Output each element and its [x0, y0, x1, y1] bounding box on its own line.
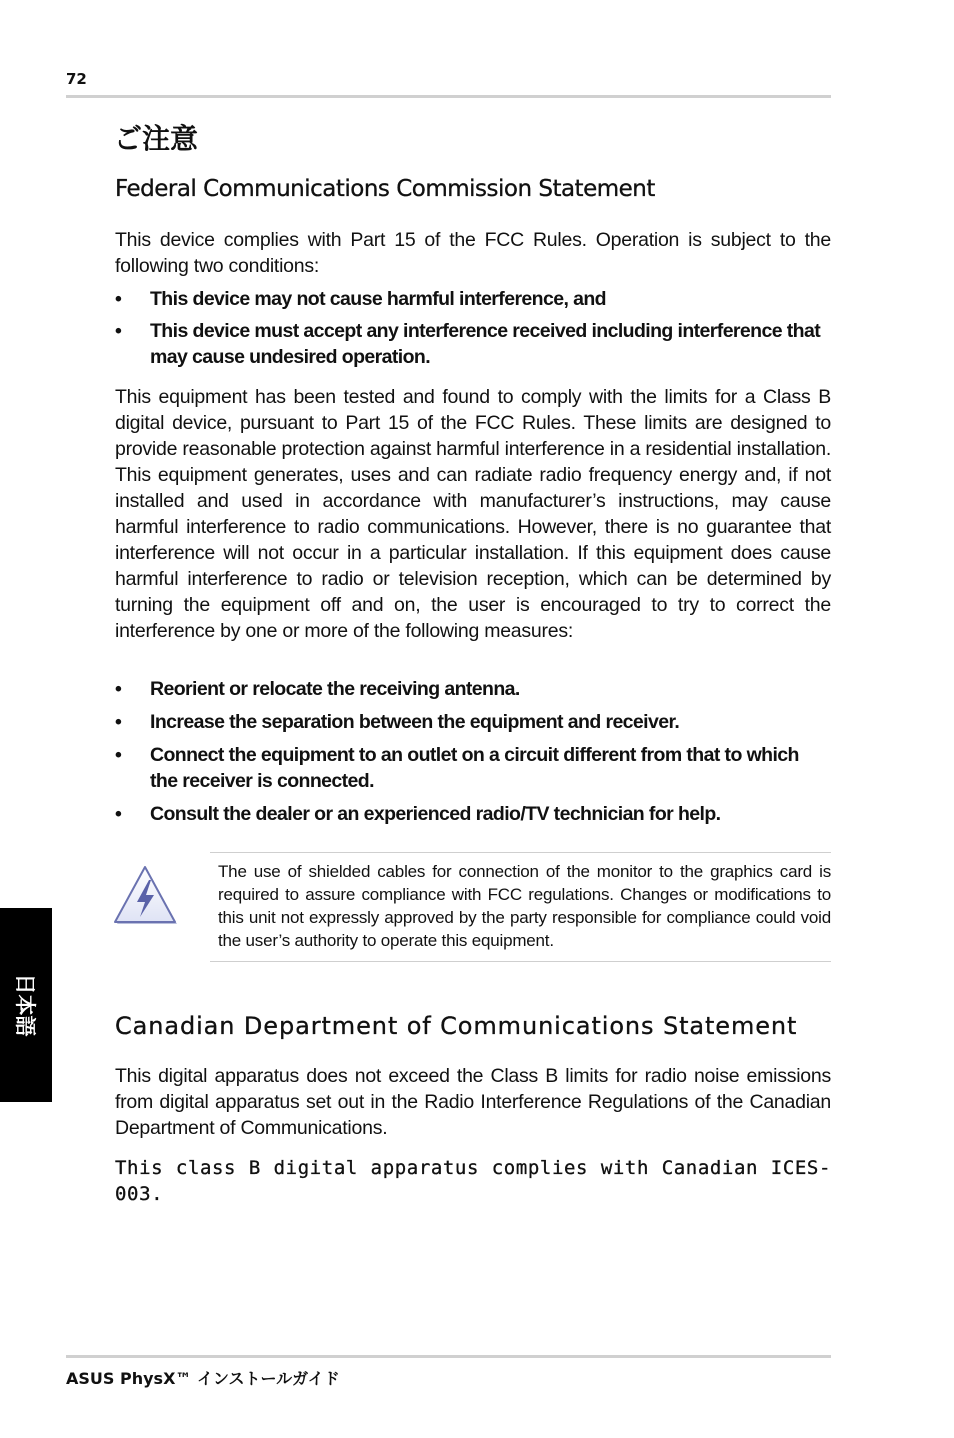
fcc-conditions-list: [115, 286, 831, 370]
language-side-tab-label: 日本語: [13, 973, 37, 1037]
page-title: ご注意: [114, 122, 199, 155]
list-item: [115, 709, 831, 735]
bullet-glyph: •: [115, 678, 122, 700]
measure-text: Consult the dealer or an experienced radio/TV technician for help.: [150, 803, 721, 825]
page-number: 72: [66, 70, 87, 88]
bullet-glyph: •: [115, 803, 122, 825]
footer-divider: [66, 1355, 831, 1358]
condition-text: This device may not cause harmful interference, and: [150, 288, 606, 310]
measure-text: Connect the equipment to an outlet on a circuit different from that to which the receiver is connected.: [150, 744, 799, 792]
language-side-tab: [0, 908, 52, 1102]
fcc-measures-block: [115, 676, 831, 827]
header-divider: [66, 95, 831, 98]
fcc-measures-list: [115, 676, 831, 827]
canada-ices-statement: This class B digital apparatus complies with Canadian ICES-003.: [115, 1157, 831, 1205]
bullet-glyph: •: [115, 288, 122, 310]
warning-lightning-icon: [112, 864, 178, 926]
bullet-glyph: •: [115, 320, 122, 342]
list-item: [115, 318, 831, 370]
list-item: [115, 742, 831, 794]
bullet-glyph: •: [115, 711, 122, 733]
list-item: [115, 286, 831, 312]
canada-heading-block: [115, 1012, 831, 1040]
canada-ices-block: [115, 1155, 831, 1207]
condition-text: This device must accept any interference received including interference that may cause undesired operation.: [150, 320, 821, 368]
list-item: [115, 801, 831, 827]
note-text: The use of shielded cables for connection of the monitor to the graphics card is required to assure compliance with FCC regulations. Changes or modifications to this unit not expressly approved by the party responsible for compliance could void the user’s authority to operate this equipment.: [218, 862, 831, 950]
canada-body-block: [115, 1063, 831, 1141]
fcc-intro: This device complies with Part 15 of the FCC Rules. Operation is subject to the following two conditions:: [115, 229, 831, 277]
fcc-body: This equipment has been tested and found to comply with the limits for a Class B digital device, pursuant to Part 15 of the FCC Rules. These limits are designed to provide reasonable protection against harmful interference in a residential installation. This equipment generates, uses and can radiate radio frequency energy and, if not installed and used in accordance with manufacturer’s instructions, may cause harmful interference to radio communications. However, there is no guarantee that interference will not occur in a particular installation. If this equipment does cause harmful interference to radio or television reception, which can be determined by turning the equipment off and on, the user is encouraged to try to correct the interference by one or more of the following measures:: [115, 386, 831, 642]
measure-text: Increase the separation between the equipment and receiver.: [150, 711, 680, 733]
bullet-glyph: •: [115, 744, 122, 766]
fcc-conditions-block: [115, 286, 831, 370]
footer-text: ASUS PhysX™ インストールガイド: [66, 1369, 340, 1388]
canada-body: This digital apparatus does not exceed the Class B limits for radio noise emissions from digital apparatus set out in the Radio Interference Regulations of the Canadian Department of Communications.: [115, 1065, 831, 1139]
fcc-body-block: [115, 384, 831, 644]
list-item: [115, 676, 831, 702]
fcc-intro-block: [115, 227, 831, 279]
measure-text: Reorient or relocate the receiving antenna.: [150, 678, 520, 700]
fcc-heading-block: [115, 176, 831, 202]
canada-heading: Canadian Department of Communications Statement: [115, 1012, 798, 1040]
fcc-heading: Federal Communications Commission Statement: [115, 176, 655, 202]
